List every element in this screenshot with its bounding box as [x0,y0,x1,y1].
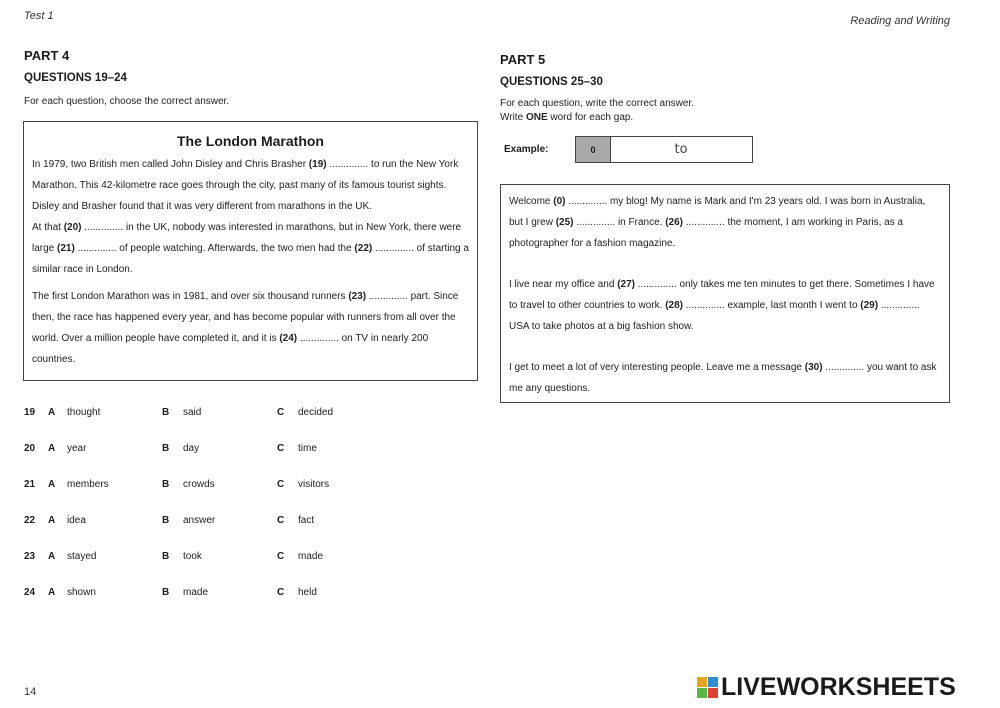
question-row [24,587,384,603]
question-number: 20 [24,443,36,454]
option-letter-a: A [48,551,56,562]
option-c-text[interactable]: visitors [298,479,330,490]
question-number: 24 [24,587,36,598]
part4-instruction: For each question, choose the correct answer. [24,96,230,107]
option-c-text[interactable]: decided [298,407,334,418]
option-letter-b: B [162,443,170,454]
question-row [24,443,384,459]
part4-passage-text [32,154,469,370]
option-letter-b: B [162,407,170,418]
part5-passage-text [509,191,941,399]
option-letter-a: A [48,587,56,598]
section-label: Reading and Writing [850,15,950,27]
option-b-text[interactable]: took [183,551,202,562]
option-b-text[interactable]: answer [183,515,216,526]
option-c-text[interactable]: held [298,587,317,598]
example-number: 0 [576,137,611,162]
example-box [575,136,753,163]
question-number: 23 [24,551,36,562]
part5-instruction-1: For each question, write the correct answer. [500,98,694,109]
option-b-text[interactable]: made [183,587,209,598]
question-row [24,407,384,423]
logo-block [697,677,707,687]
liveworksheets-logo [697,672,956,702]
part4-passage-box [23,121,478,381]
option-letter-c: C [277,515,285,526]
logo-text: LIVEWORKSHEETS [721,672,956,701]
question-row [24,551,384,567]
part4-questions-label: QUESTIONS 19–24 [24,72,127,84]
question-number: 22 [24,515,36,526]
passage-title: The London Marathon [177,133,324,149]
option-letter-c: C [277,407,285,418]
option-a-text[interactable]: idea [67,515,86,526]
page-number: 14 [24,686,37,698]
option-c-text[interactable]: fact [298,515,315,526]
option-b-text[interactable]: said [183,407,202,418]
logo-block [708,677,718,687]
part5-instruction-2: Write ONE word for each gap. [500,112,634,123]
option-a-text[interactable]: year [67,443,87,454]
option-c-text[interactable]: time [298,443,317,454]
part5-questions-label: QUESTIONS 25–30 [500,76,603,88]
question-number: 21 [24,479,36,490]
option-b-text[interactable]: day [183,443,200,454]
option-a-text[interactable]: shown [67,587,96,598]
option-a-text[interactable]: members [67,479,109,490]
option-letter-c: C [277,587,285,598]
part4-paragraph: In 1979, two British men called John Disley and Chris Brasher (19) .............. to run the New York Marathon. This 42-kilometre race goes through the city, past many of its famous tourist sights. Disley and Brasher found that it was very different from marathons in the UK. At that (20) .............. in the UK, nobody was interested in marathons, but in New York, there were large (21) .............. of people watching. Afterwards, the two men had the (22) .............. of starting a similar race in London. [32,159,469,275]
part5-paragraph: I get to meet a lot of very interesting people. Leave me a message (30) .............. you want to ask me any questions. [509,362,937,394]
option-letter-a: A [48,407,56,418]
question-row [24,479,384,495]
logo-block [697,688,707,698]
example-label: Example: [504,144,549,155]
part5-paragraph: I live near my office and (27) .............. only takes me ten minutes to get there. Sometimes I have to travel to other countries to work. (28) .............. example, last month I went to (29) .............. USA to take photos at a big fashion show. [509,279,935,332]
option-letter-b: B [162,587,170,598]
logo-block [708,688,718,698]
part5-paragraph: Welcome (0) .............. my blog! My name is Mark and I'm 23 years old. I was born in Australia, but I grew (25) .............. in France. (26) .............. the moment, I am working in Paris, as a photographer for a fashion magazine. [509,196,926,249]
option-letter-c: C [277,479,285,490]
option-letter-c: C [277,551,285,562]
option-letter-b: B [162,551,170,562]
part4-paragraph: The first London Marathon was in 1981, and over six thousand runners (23) .............. part. Since then, the race has happened every year, and has become popular with runners from all over the world. Over a million people have completed it, and it is (24) .............. on TV in nearly 200 countries. [32,291,459,365]
option-letter-a: A [48,443,56,454]
option-c-text[interactable]: made [298,551,324,562]
option-letter-c: C [277,443,285,454]
example-answer: to [674,142,688,157]
option-letter-a: A [48,479,56,490]
test-label: Test 1 [24,10,54,22]
option-letter-b: B [162,515,170,526]
question-number: 19 [24,407,36,418]
part5-passage-box [500,184,950,403]
option-a-text[interactable]: thought [67,407,101,418]
option-letter-a: A [48,515,56,526]
option-a-text[interactable]: stayed [67,551,97,562]
logo-mark-icon [697,677,718,698]
part4-heading: PART 4 [24,48,70,63]
question-row [24,515,384,531]
option-letter-b: B [162,479,170,490]
part5-heading: PART 5 [500,52,546,67]
option-b-text[interactable]: crowds [183,479,215,490]
